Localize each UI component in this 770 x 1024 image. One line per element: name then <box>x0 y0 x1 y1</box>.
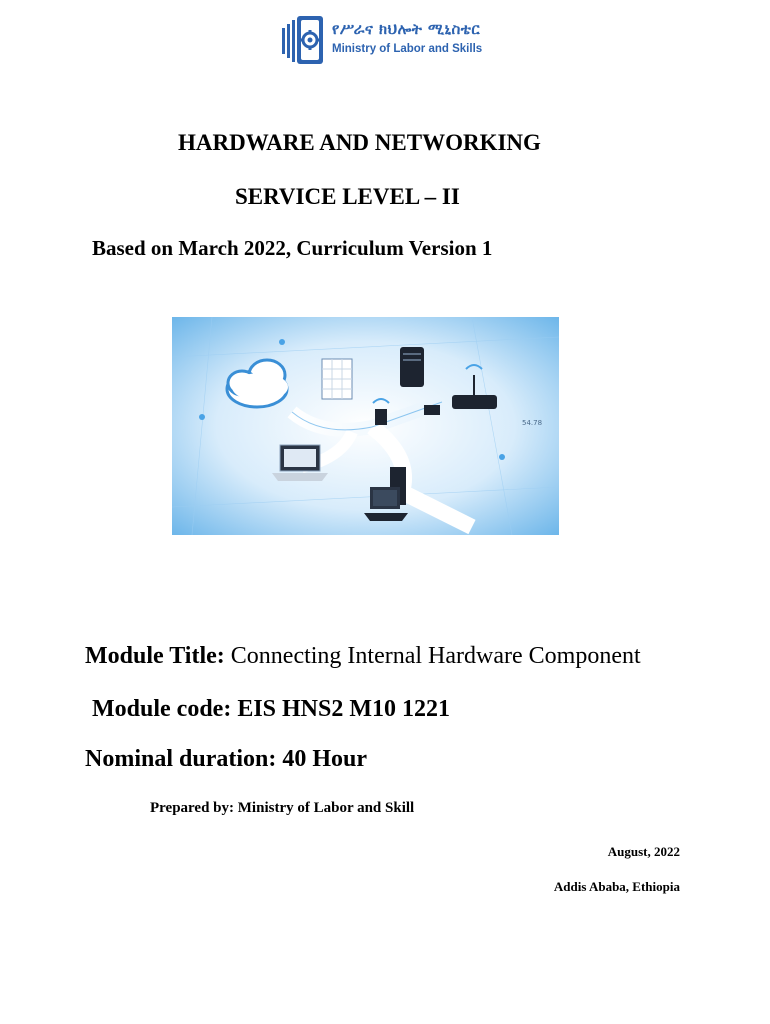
logo-english-text: Ministry of Labor and Skills <box>332 43 483 55</box>
ministry-emblem-icon <box>280 14 328 66</box>
service-level: SERVICE LEVEL – II <box>235 184 460 209</box>
module-title-value: Connecting Internal Hardware Component <box>224 643 641 669</box>
network-illustration <box>172 317 559 535</box>
firewall-icon <box>322 359 352 399</box>
publication-date: August, 2022 <box>607 844 680 859</box>
server-icon <box>400 347 424 387</box>
module-title <box>85 643 641 670</box>
curriculum-version: Based on March 2022, Curriculum Version 1 <box>92 236 493 260</box>
document-title: HARDWARE AND NETWORKING <box>178 130 541 155</box>
module-code: Module code: EIS HNS2 M10 1221 <box>92 696 451 722</box>
overlay-number: 54.78 <box>522 419 543 427</box>
switch-icon <box>424 405 440 415</box>
module-title-label: Module Title: <box>85 643 225 669</box>
prepared-by: Prepared by: Ministry of Labor and Skill <box>150 800 415 816</box>
logo-amharic-text: የሥራና ክህሎት ሚኒስቴር <box>332 20 481 38</box>
laptop-icon <box>272 445 328 481</box>
ministry-logo <box>280 14 483 66</box>
publication-place: Addis Ababa, Ethiopia <box>553 879 680 894</box>
nominal-duration: Nominal duration: 40 Hour <box>85 746 368 772</box>
